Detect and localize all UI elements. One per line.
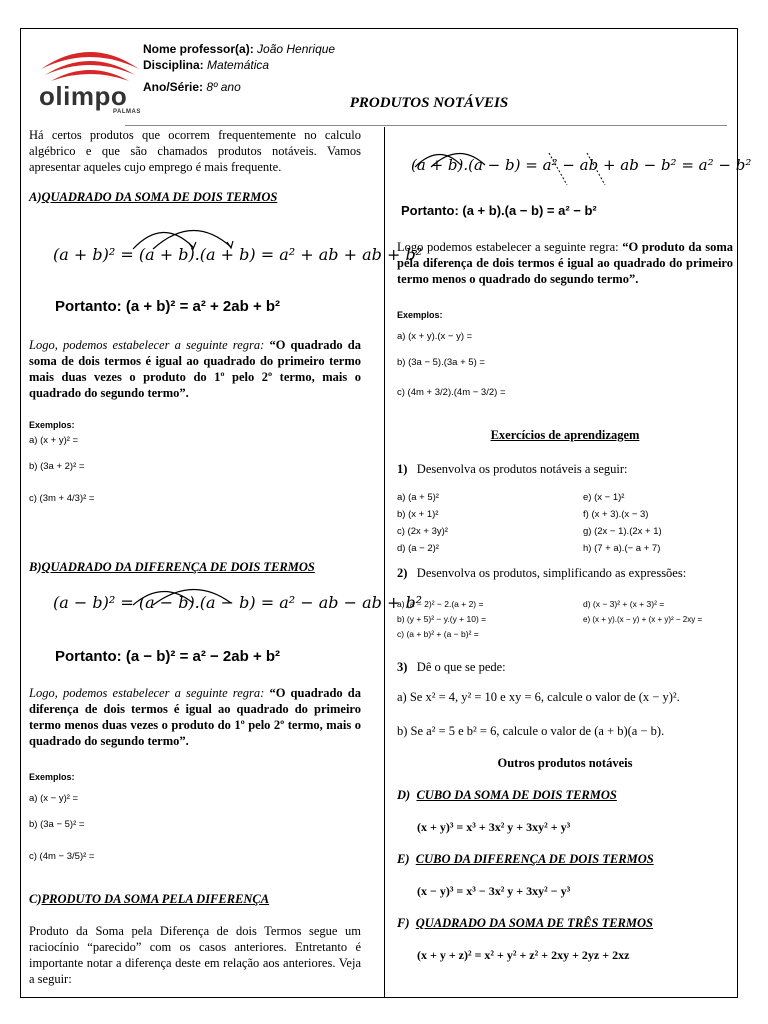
section-e-prefix: E) — [397, 852, 410, 866]
serie-label: Ano/Série: — [143, 80, 204, 94]
section-f-prefix: F) — [397, 916, 410, 930]
section-b-portanto: Portanto: (a − b)² = a² − 2ab + b² — [55, 648, 281, 665]
page-title: PRODUTOS NOTÁVEIS — [349, 95, 509, 111]
section-a-equation: (a + b)² = (a + b).(a + b) = a² + ab + ab + b² — [53, 245, 423, 264]
disciplina-value: Matemática — [207, 58, 270, 72]
question-3b: b) Se a² = 5 e b² = 6, calcule o valor de (a + b)(a − b). — [397, 724, 665, 738]
section-a-example-c: c) (3m + 4/3)² = — [29, 493, 95, 504]
q1-item-e: e) (x − 1)² — [583, 492, 625, 503]
professor-value: João Henrique — [257, 42, 336, 56]
section-c-rule — [397, 239, 733, 287]
question-3-text: Dê o que se pede: — [416, 660, 506, 674]
header — [21, 29, 737, 127]
section-c-text: Produto da Soma pela Diferença de dois Termos segue um raciocínio “parecido” com os casos anteriores. Entretanto é importante notar a diferença deste em relação aos anteriores. Veja a seguir: — [29, 924, 361, 986]
section-b-heading — [29, 559, 361, 575]
exercicios-title-text: Exercícios de aprendizagem — [490, 428, 640, 442]
section-b-example-c: c) (4m − 3/5)² = — [29, 851, 95, 862]
q1-item-h: h) (7 + a).(− a + 7) — [583, 543, 661, 554]
section-b-rule — [29, 685, 361, 749]
disciplina-label: Disciplina: — [143, 58, 204, 72]
question-2-num: 2) — [397, 566, 408, 580]
worksheet-page — [20, 28, 752, 998]
question-3-num: 3) — [397, 660, 408, 674]
question-2-text: Desenvolva os produtos, simplificando as expressões: — [416, 566, 687, 580]
section-c-title: PRODUTO DA SOMA PELA DIFERENÇA — [41, 892, 270, 906]
section-c-heading — [29, 891, 361, 907]
section-b-prefix: B) — [29, 560, 42, 574]
section-a-heading — [29, 189, 361, 205]
q1-item-g: g) (2x − 1).(2x + 1) — [583, 526, 662, 537]
question-1-text: Desenvolva os produtos notáveis a seguir: — [416, 462, 628, 476]
section-a-rule-lead: Logo, podemos estabelecer a seguinte regra: — [29, 338, 265, 352]
section-c-rule-text: “O produto da soma pela diferença de dois termos é igual ao quadrado do primeiro termo menos o quadrado do segundo termo”. — [397, 240, 734, 286]
section-e-formula: (x − y)³ = x³ − 3x² y + 3xy² − y³ — [417, 884, 571, 898]
professor-label: Nome professor(a): — [143, 42, 254, 56]
section-c-equation: (a + b).(a − b) = a² − ab + ab − b² = a² − b² — [411, 156, 752, 174]
q2-item-c: c) (a + b)² + (a − b)² = — [397, 629, 479, 639]
section-b-rule-lead: Logo, podemos estabelecer a seguinte regra: — [29, 686, 265, 700]
q1-item-d: d) (a − 2)² — [397, 543, 439, 554]
question-3 — [397, 659, 733, 675]
question-2 — [397, 565, 733, 581]
section-a-prefix: A) — [29, 190, 42, 204]
question-3a: a) Se x² = 4, y² = 10 e xy = 6, calcule o valor de (x − y)². — [397, 690, 680, 704]
section-c-prefix: C) — [29, 892, 42, 906]
section-e-heading — [397, 851, 733, 867]
section-b-title: QUADRADO DA DIFERENÇA DE DOIS TERMOS — [41, 560, 315, 574]
header-rule — [125, 125, 727, 126]
section-a-portanto: Portanto: (a + b)² = a² + 2ab + b² — [55, 298, 281, 315]
section-a-example-a: a) (x + y)² = — [29, 435, 79, 446]
section-f-title: QUADRADO DA SOMA DE TRÊS TERMOS — [415, 916, 653, 930]
section-d-prefix: D) — [397, 788, 411, 802]
section-c-cancel-marks — [541, 149, 701, 189]
section-c-example-a: a) (x + y).(x − y) = — [397, 331, 473, 342]
question-1-num: 1) — [397, 462, 408, 476]
q2-item-a: a) (a − 2)² − 2.(a + 2) = — [397, 599, 484, 609]
q1-item-f: f) (x + 3).(x − 3) — [583, 509, 649, 520]
section-b-example-b: b) (3a − 5)² = — [29, 819, 85, 830]
section-f-formula: (x + y + z)² = x² + y² + z² + 2xy + 2yz + 2xz — [417, 948, 630, 962]
section-a-title: QUADRADO DA SOMA DE DOIS TERMOS — [41, 190, 278, 204]
intro-paragraph: Há certos produtos que ocorrem frequentemente no calculo algébrico e que são chamados produtos notáveis. Vamos apresentar aqueles cujo emprego é mais frequente. — [29, 128, 361, 174]
q1-item-a: a) (a + 5)² — [397, 492, 439, 503]
section-a-rule — [29, 337, 361, 401]
section-b-equation: (a − b)² = (a − b).(a − b) = a² − ab − ab + b² — [53, 593, 423, 612]
section-d-heading — [397, 787, 733, 803]
section-b-rule-text: “O quadrado da diferença de dois termos é igual ao quadrado do primeiro termo menos duas vezes o produto do 1º pelo 2º termo, mais o quadrado do segundo termo”. — [29, 686, 362, 748]
question-1-items-right — [583, 489, 733, 557]
section-d-title: CUBO DA SOMA DE DOIS TERMOS — [416, 788, 617, 802]
logo-swoosh-icon — [35, 39, 145, 83]
section-d-formula: (x + y)³ = x³ + 3x² y + 3xy² + y³ — [417, 820, 571, 834]
serie-value: 8º ano — [206, 80, 241, 94]
question-2-items-right — [583, 597, 733, 627]
q2-item-b: b) (y + 5)² − y.(y + 10) = — [397, 614, 487, 624]
section-a-example-b: b) (3a + 2)² = — [29, 461, 85, 472]
q2-item-d: d) (x − 3)² + (x + 3)² = — [583, 599, 665, 609]
section-a-rule-text: “O quadrado da soma de dois termos é igual ao quadrado do primeiro termo mais duas vezes o produto do 1º pelo 2º termo, mais o quadrado do segundo termo”. — [29, 338, 362, 400]
logo-sub: PALMAS — [113, 109, 141, 115]
section-f-heading — [397, 915, 733, 931]
logo-word: olimpo — [39, 81, 128, 111]
section-c-exemplos-label: Exemplos: — [397, 310, 443, 320]
section-b-exemplos-label: Exemplos: — [29, 772, 75, 782]
section-b-example-a: a) (x − y)² = — [29, 793, 79, 804]
q2-item-e: e) (x + y).(x − y) + (x + y)² − 2xy = — [583, 615, 703, 624]
section-c-example-b: b) (3a − 5).(3a + 5) = — [397, 357, 485, 368]
outros-title: Outros produtos notáveis — [497, 756, 633, 770]
q1-item-c: c) (2x + 3y)² — [397, 526, 448, 537]
section-c-example-c: c) (4m + 3/2).(4m − 3/2) = — [397, 387, 506, 398]
section-c-rule-lead: Logo podemos estabelecer a seguinte regra: — [397, 240, 619, 254]
header-meta — [143, 41, 335, 95]
section-c-portanto: Portanto: (a + b).(a − b) = a² − b² — [401, 203, 597, 218]
exercicios-title — [397, 427, 733, 443]
q1-item-b: b) (x + 1)² — [397, 509, 439, 520]
section-a-exemplos-label: Exemplos: — [29, 420, 75, 430]
section-e-title: CUBO DA DIFERENÇA DE DOIS TERMOS — [415, 852, 654, 866]
question-1 — [397, 461, 733, 477]
